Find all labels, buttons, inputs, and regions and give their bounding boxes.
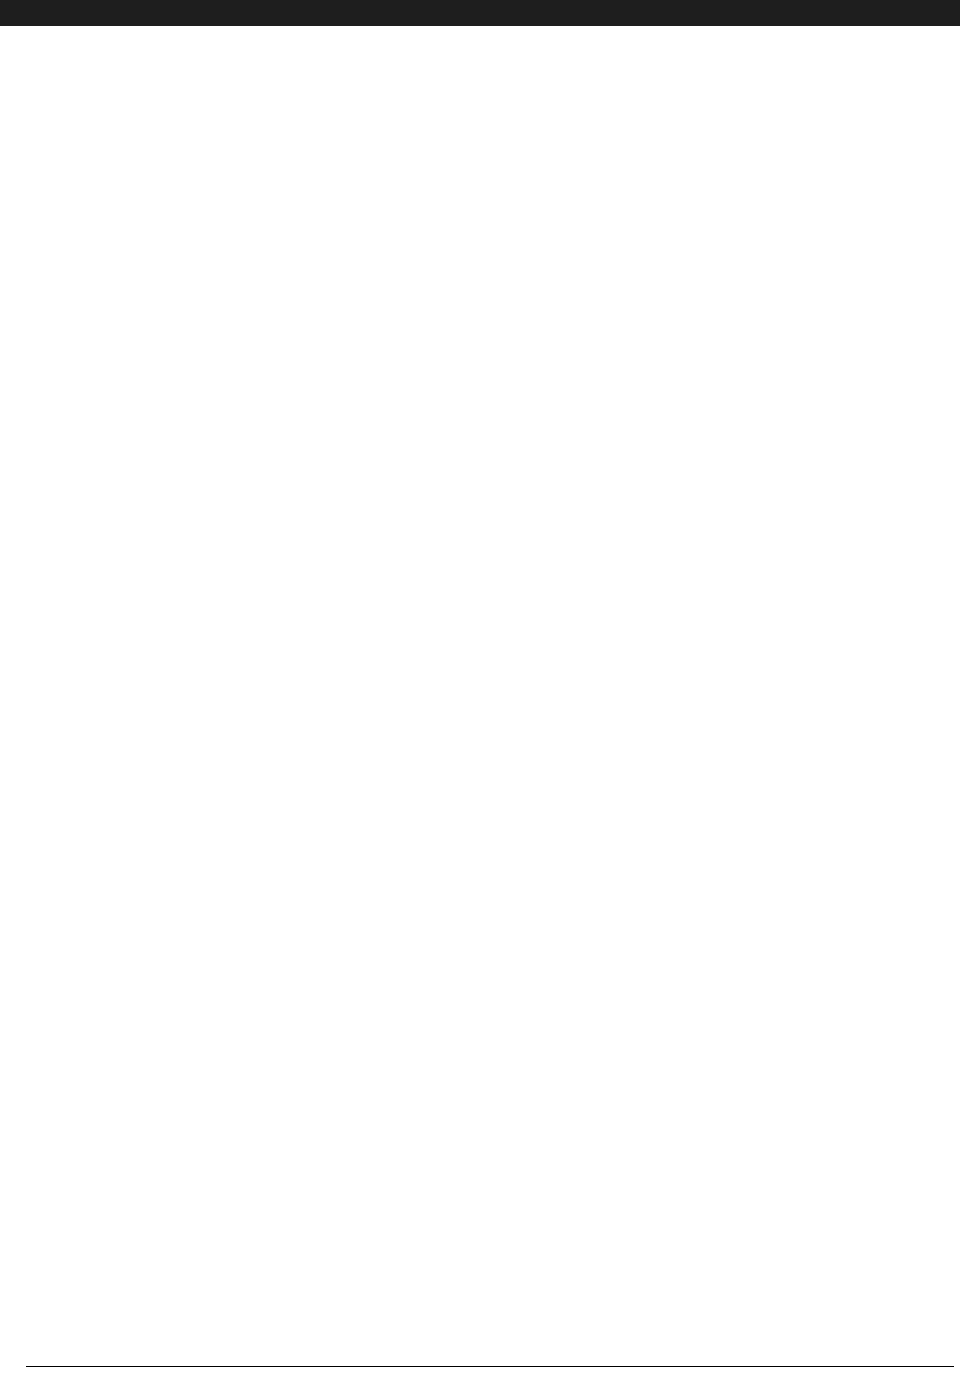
top-header-bar (0, 0, 960, 26)
page-footer (26, 1366, 954, 1367)
